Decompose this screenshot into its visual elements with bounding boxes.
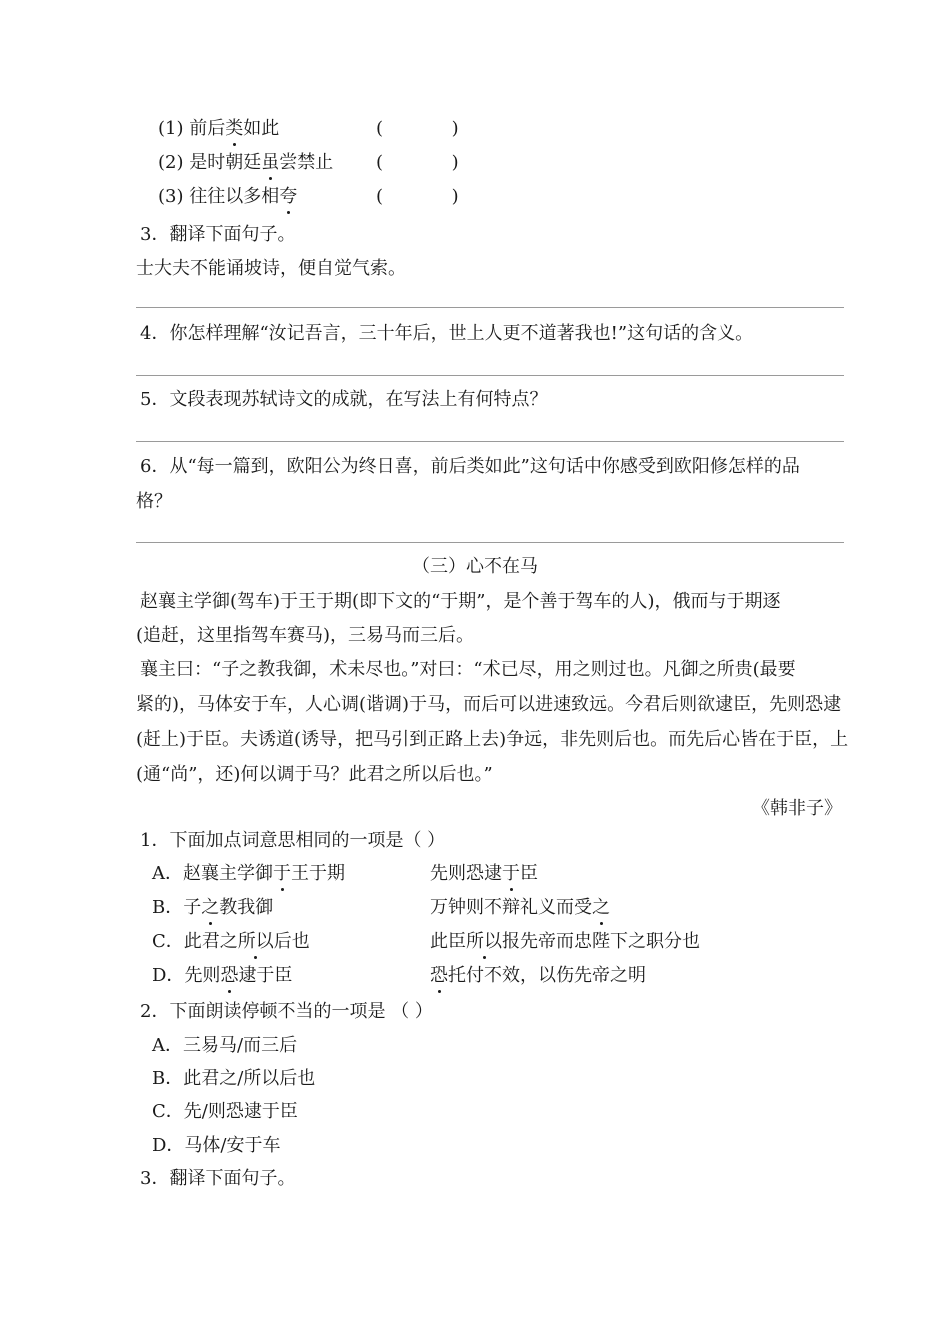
q3-sentence: 士大夫不能诵坡诗，便自觉气索。 <box>136 258 406 279</box>
q2-item-2 <box>158 151 333 175</box>
answer-line <box>136 375 844 376</box>
q2-item-3 <box>158 185 297 209</box>
q2-option-a: A．三易马/而三后 <box>152 1035 298 1056</box>
option-text: 托付不效，以伤先帝之明 <box>448 965 646 986</box>
item-text: 是时朝廷 <box>189 152 262 173</box>
passage-line: (追赶，这里指驾车赛马)，三易马而三后。 <box>136 625 475 646</box>
option-label: B． <box>152 897 184 918</box>
dotted-word: 类 <box>225 118 244 139</box>
q6-line-1: 6．从“每一篇到，欧阳公为终日喜，前后类如此”这句话中你感受到欧阳修怎样的品 <box>140 456 800 477</box>
item-text: 前后 <box>189 118 226 139</box>
dotted-word: 之 <box>592 897 610 918</box>
dotted-word: 恐 <box>220 965 239 986</box>
option-text: 先则恐逮 <box>430 863 502 884</box>
answer-paren: ( ) <box>376 186 459 207</box>
option-text: 教我御 <box>219 897 274 918</box>
option-text: 万钟则不辩礼义而受 <box>430 897 592 918</box>
answer-line <box>136 307 844 308</box>
answer-line <box>136 441 844 442</box>
q3-title: 3．翻译下面句子。 <box>140 224 296 245</box>
dotted-word: 恐 <box>430 965 448 986</box>
q2-option-b: B．此君之/所以后也 <box>152 1068 316 1089</box>
dotted-word: 所以 <box>466 931 502 952</box>
passage-line: (赶上)于臣。夫诱道(诱导，把马引到正路上去)争远，非先则后也。而先后心皆在于臣，上 <box>136 729 849 750</box>
dotted-word: 虽 <box>261 152 280 173</box>
item-number: (1) <box>158 118 184 139</box>
s3-q1-title: 1．下面加点词意思相同的一项是（ ） <box>140 830 446 851</box>
answer-paren: ( ) <box>376 152 459 173</box>
option-text: 报先帝而忠陛下之职分也 <box>502 931 700 952</box>
option-d-left <box>152 964 292 988</box>
s3-q2-title: 2．下面朗读停顿不当的一项是 （ ） <box>140 1001 433 1022</box>
option-text: 子 <box>183 897 202 918</box>
dotted-word: 夸 <box>279 186 298 207</box>
option-text: 先则 <box>184 965 221 986</box>
option-label: D． <box>152 965 185 986</box>
option-c-left <box>152 930 310 954</box>
answer-paren: ( ) <box>376 118 459 139</box>
option-text: 赵襄主学御 <box>183 863 273 884</box>
answer-line <box>136 542 844 543</box>
option-text: 逮于臣 <box>238 965 293 986</box>
option-text: 此君之 <box>183 931 238 952</box>
item-number: (3) <box>158 186 184 207</box>
q2-option-d: D．马体/安于车 <box>152 1135 281 1156</box>
passage-line: 紧的)，马体安于车，人心调(谐调)于马，而后可以进速致远。今君后则欲逮臣，先则恐逮 <box>136 694 842 715</box>
q6-line-2: 格？ <box>136 491 172 512</box>
item-text: 尝禁止 <box>279 152 334 173</box>
item-text: 往往以多相 <box>189 186 280 207</box>
option-text: 此臣 <box>430 931 466 952</box>
option-a-right <box>430 862 538 886</box>
dotted-word: 于 <box>273 863 291 884</box>
item-number: (2) <box>158 152 184 173</box>
item-text: 如此 <box>243 118 280 139</box>
q2-item-1 <box>158 117 279 141</box>
option-d-right <box>430 964 646 988</box>
option-text: 王于期 <box>291 863 345 884</box>
passage-line: 赵襄主学御(驾车)于王于期(即下文的“于期”，是个善于驾车的人)，俄而与于期逐 <box>140 591 781 612</box>
q2-option-c: C．先/则恐逮于臣 <box>152 1101 298 1122</box>
option-c-right <box>430 930 700 954</box>
dotted-word: 之 <box>201 897 220 918</box>
option-label: A． <box>152 863 183 884</box>
option-text: 后也 <box>273 931 310 952</box>
dotted-word: 于 <box>502 863 520 884</box>
passage-line: 襄主曰：“子之教我御，术未尽也。”对曰：“术已尽，用之则过也。凡御之所贵(最要 <box>140 659 796 680</box>
source-citation: 《韩非子》 <box>752 798 842 819</box>
option-a-left <box>152 862 345 886</box>
section-title: （三）心不在马 <box>412 556 538 577</box>
option-text: 臣 <box>520 863 538 884</box>
option-b-right <box>430 896 610 920</box>
option-label: C． <box>152 931 184 952</box>
option-b-left <box>152 896 273 920</box>
q5: 5．文段表现苏轼诗文的成就，在写法上有何特点？ <box>140 389 548 410</box>
s3-q3-title: 3．翻译下面句子。 <box>140 1168 296 1189</box>
q4: 4．你怎样理解“汝记吾言，三十年后，世上人更不道著我也!”这句话的含义。 <box>140 323 754 344</box>
passage-line: (通“尚”，还)何以调于马？此君之所以后也。” <box>136 764 493 785</box>
dotted-word: 所以 <box>237 931 274 952</box>
